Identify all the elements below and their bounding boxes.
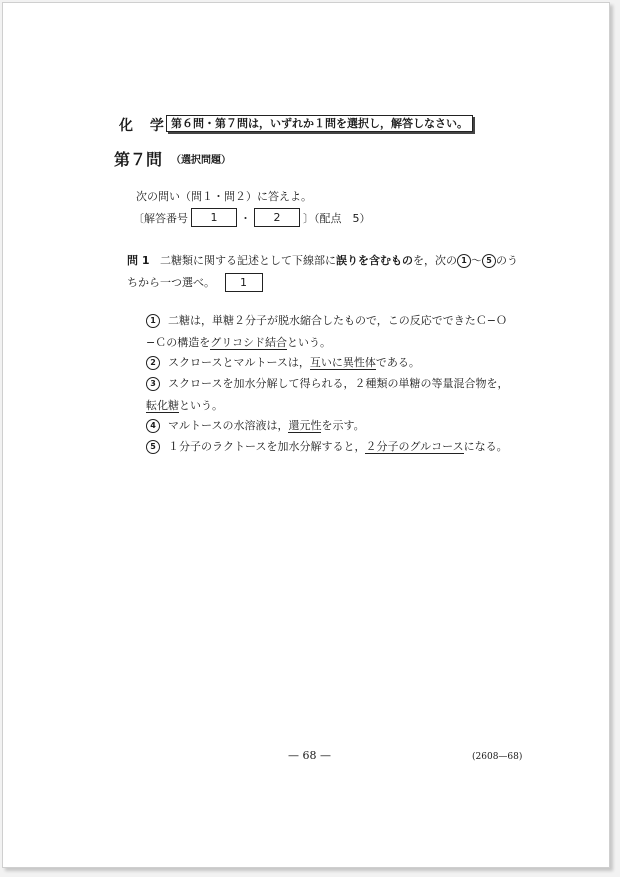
question-1-text-end: のうちから一つ選べ。: [127, 254, 518, 289]
choice-underline: ２分子のグルコース: [365, 440, 464, 453]
circle-number-icon: 2: [146, 356, 160, 370]
answer-dot: ・: [240, 211, 251, 225]
choice-text-end: という。: [179, 399, 223, 412]
question-1-emphasis: 誤りを含むもの: [335, 254, 413, 267]
answer-box-end: 2: [254, 208, 300, 227]
subject-heading: 化 学: [119, 118, 170, 134]
question-1-text-after: を，次の: [412, 254, 457, 267]
circle-number-icon: 4: [146, 419, 160, 433]
range-separator: ～: [470, 254, 482, 267]
choice-text: 二糖は，単糖２分子が脱水縮合したもので，この反応でできたＣ−Ｏ−Ｃの構造を: [146, 314, 507, 349]
circle-number-icon: 5: [482, 254, 496, 268]
choice-text: スクロースとマルトースは，: [168, 356, 310, 369]
question-title: 第７問: [114, 150, 163, 169]
question-subtitle: （選択問題）: [171, 155, 231, 166]
choice-text-end: を示す。: [321, 419, 365, 432]
exam-code: (2608—68): [472, 752, 523, 762]
circle-number-icon: 1: [457, 254, 471, 268]
choice-3: [146, 373, 516, 417]
choice-underline: 互いに異性体: [309, 356, 376, 369]
choice-text: １分子のラクトースを加水分解すると，: [168, 440, 366, 453]
exam-page: [2, 2, 610, 868]
answer-label: 〔解答番号: [133, 211, 188, 225]
choice-underline: グリコシド結合: [210, 336, 287, 349]
circle-number-icon: 5: [146, 440, 160, 454]
instruction-box: 第６問・第７問は，いずれか１問を選択し，解答しなさい。: [166, 115, 473, 132]
answer-number-row: [133, 208, 371, 227]
choice-text-end: になる。: [463, 440, 508, 453]
page-number: — 68 —: [288, 749, 331, 762]
choice-text-end: である。: [375, 356, 420, 369]
question-1-label: 問 1: [127, 254, 150, 267]
choice-5: [146, 436, 516, 458]
question-1-text: 二糖類に関する記述として下線部に: [159, 254, 336, 267]
points-label: 〕（配点 5）: [303, 211, 371, 225]
answer-box-start: 1: [191, 208, 237, 227]
choice-underline: 還元性: [288, 419, 322, 432]
choice-text: マルトースの水溶液は，: [168, 419, 289, 432]
question-1: [127, 250, 527, 294]
choice-underline: 転化糖: [146, 399, 179, 412]
question-intro: 次の問い（問１・問２）に答えよ。: [136, 190, 312, 203]
question-1-answer-box: 1: [225, 273, 263, 292]
circle-number-icon: 1: [146, 314, 160, 328]
choice-2: [146, 352, 516, 374]
circle-number-icon: 3: [146, 377, 160, 391]
choice-1: [146, 310, 516, 354]
choice-4: [146, 415, 516, 437]
choice-text: スクロースを加水分解して得られる，２種類の単糖の等量混合物を，: [168, 377, 509, 390]
choice-text-end: という。: [287, 336, 331, 349]
